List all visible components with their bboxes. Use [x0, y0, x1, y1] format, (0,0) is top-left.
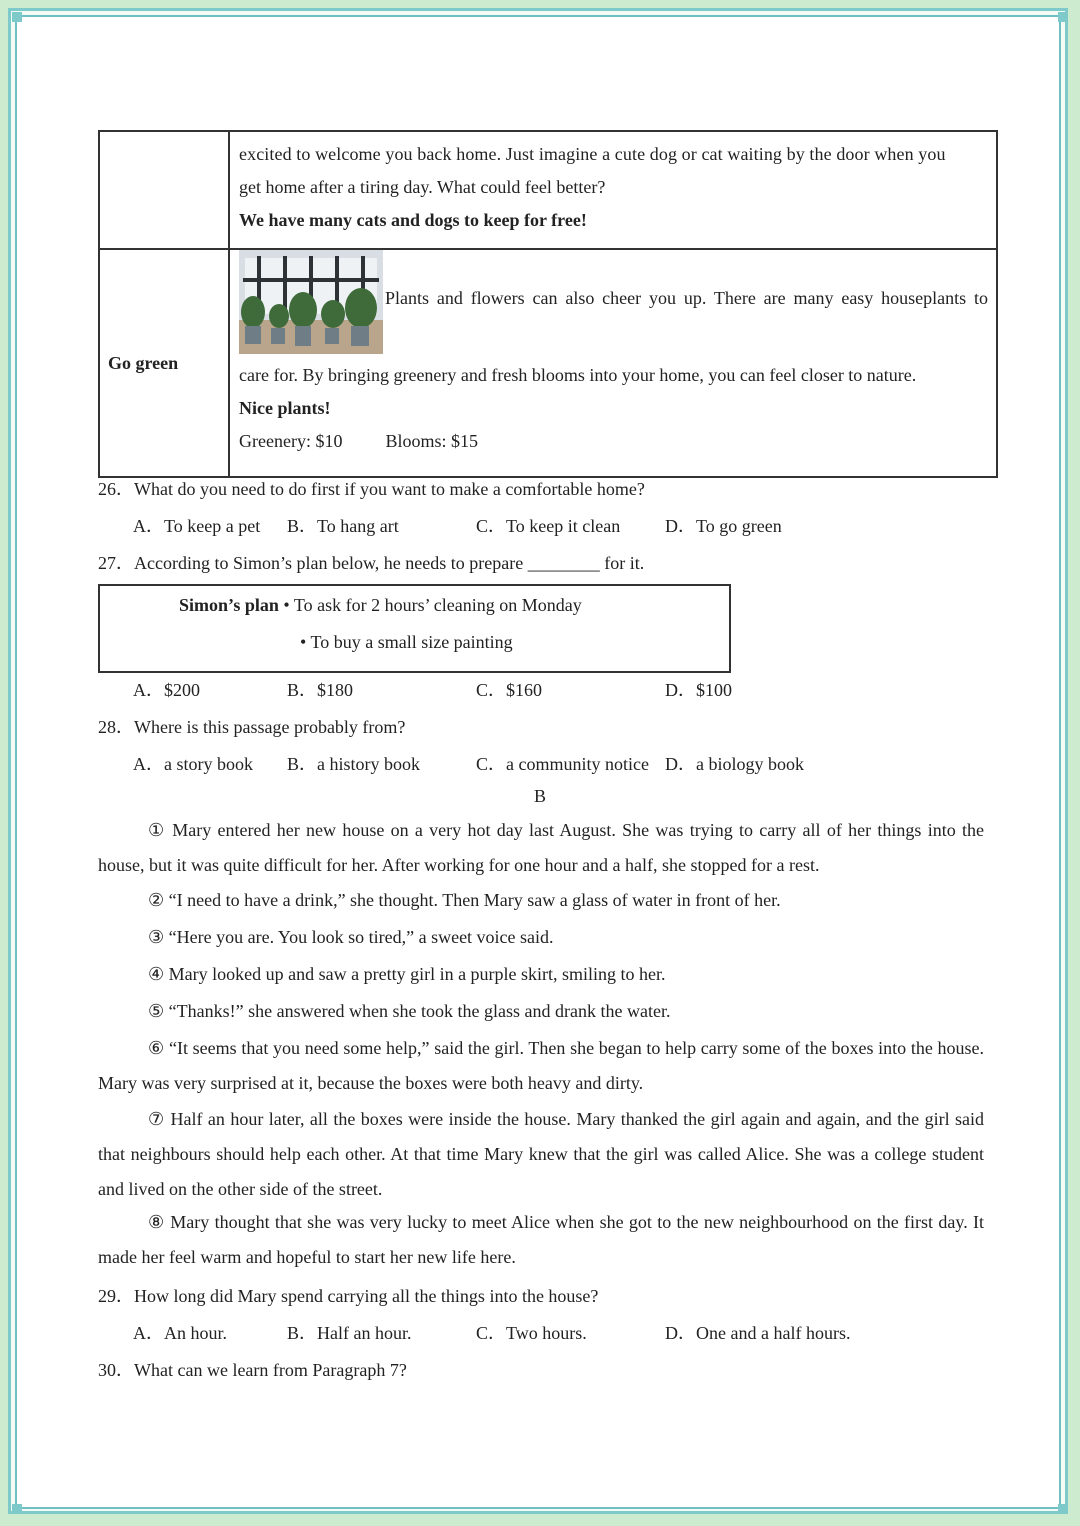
passage-paragraph-6: ⑥ “It seems that you need some help,” said the girl. Then she began to help carry some of the boxes into the house. Mary was very surprised at it, because the boxes were both heavy and dirty.	[98, 1038, 984, 1093]
q26-option-a: A．To keep a pet	[133, 516, 261, 536]
row-label-go-green: Go green	[99, 249, 229, 477]
row-content	[229, 131, 997, 249]
question-29: 29．How long did Mary spend carrying all the things into the house?	[98, 1286, 599, 1306]
plan-item: • To buy a small size painting	[300, 632, 513, 652]
passage-paragraph-3: ③ “Here you are. You look so tired,” a sweet voice said.	[148, 927, 554, 947]
row-highlight: We have many cats and dogs to keep for free!	[239, 210, 587, 230]
row-text-line: get home after a tiring day. What could feel better?	[239, 177, 606, 197]
q27-option-a: A．$200	[133, 680, 200, 700]
price-line	[239, 425, 988, 458]
row-text-line: excited to welcome you back home. Just imagine a cute dog or cat waiting by the door when you	[239, 144, 946, 164]
q27-option-c: C．$160	[476, 680, 543, 700]
q28-option-a: A．a story book	[133, 754, 253, 774]
houseplants-photo	[239, 250, 383, 354]
question-30: 30．What can we learn from Paragraph 7?	[98, 1360, 407, 1380]
row-highlight: Nice plants!	[239, 398, 331, 418]
passage-paragraph-5: ⑤ “Thanks!” she answered when she took the glass and drank the water.	[148, 1001, 671, 1021]
passage-paragraph-2: ② “I need to have a drink,” she thought. Then Mary saw a glass of water in front of her.	[148, 890, 781, 910]
q28-option-c: C．a community notice	[476, 754, 649, 774]
q29-option-c: C．Two hours.	[476, 1323, 587, 1343]
question-26: 26．What do you need to do first if you want to make a comfortable home?	[98, 479, 645, 499]
passage-paragraph-7: ⑦ Half an hour later, all the boxes were inside the house. Mary thanked the girl again and again, and the girl said that neighbours should help each other. At that time Mary knew that the girl was called Alice. She was a college student and lived on the other side of the street.	[98, 1109, 984, 1199]
plan-title: Simon’s plan	[179, 595, 279, 615]
question-28: 28．Where is this passage probably from?	[98, 717, 406, 737]
q29-option-a: A．An hour.	[133, 1323, 227, 1343]
row-text-line: Plants and flowers can also cheer you up. There are many easy houseplants to	[385, 288, 988, 308]
q28-option-b: B．a history book	[287, 754, 420, 774]
table-row	[99, 249, 997, 477]
q28-option-d: D．a biology book	[665, 754, 804, 774]
row-text-line: care for. By bringing greenery and fresh blooms into your home, you can feel closer to nature.	[239, 365, 917, 385]
q26-option-b: B．To hang art	[287, 516, 399, 536]
price-greenery: Greenery: $10	[239, 431, 343, 451]
q26-option-c: C．To keep it clean	[476, 516, 621, 536]
row-label	[99, 131, 229, 249]
table-row	[99, 131, 997, 249]
plan-item: • To ask for 2 hours’ cleaning on Monday	[283, 595, 582, 615]
passage-paragraph-1: ① Mary entered her new house on a very hot day last August. She was trying to carry all of her things into the house, but it was quite difficult for her. After working for one hour and a half, she stopped for a rest.	[98, 820, 984, 875]
row-content	[229, 249, 997, 477]
houseplants-image	[239, 250, 383, 354]
q27-option-d: D．$100	[665, 680, 732, 700]
q29-option-d: D．One and a half hours.	[665, 1323, 851, 1343]
price-blooms: Blooms: $15	[385, 431, 478, 451]
plan-line-1	[179, 595, 582, 616]
q26-option-d: D．To go green	[665, 516, 782, 536]
passage-paragraph-8: ⑧ Mary thought that she was very lucky to meet Alice when she got to the new neighbourhood on the first day. It made her feel warm and hopeful to start her new life here.	[98, 1212, 984, 1267]
q27-option-b: B．$180	[287, 680, 354, 700]
question-27: 27．According to Simon’s plan below, he needs to prepare ________ for it.	[98, 553, 645, 573]
section-heading: B	[533, 786, 546, 806]
q29-option-b: B．Half an hour.	[287, 1323, 412, 1343]
simon-plan-box	[98, 584, 731, 673]
passage-paragraph-4: ④ Mary looked up and saw a pretty girl in a purple skirt, smiling to her.	[148, 964, 666, 984]
ad-table	[98, 130, 998, 478]
